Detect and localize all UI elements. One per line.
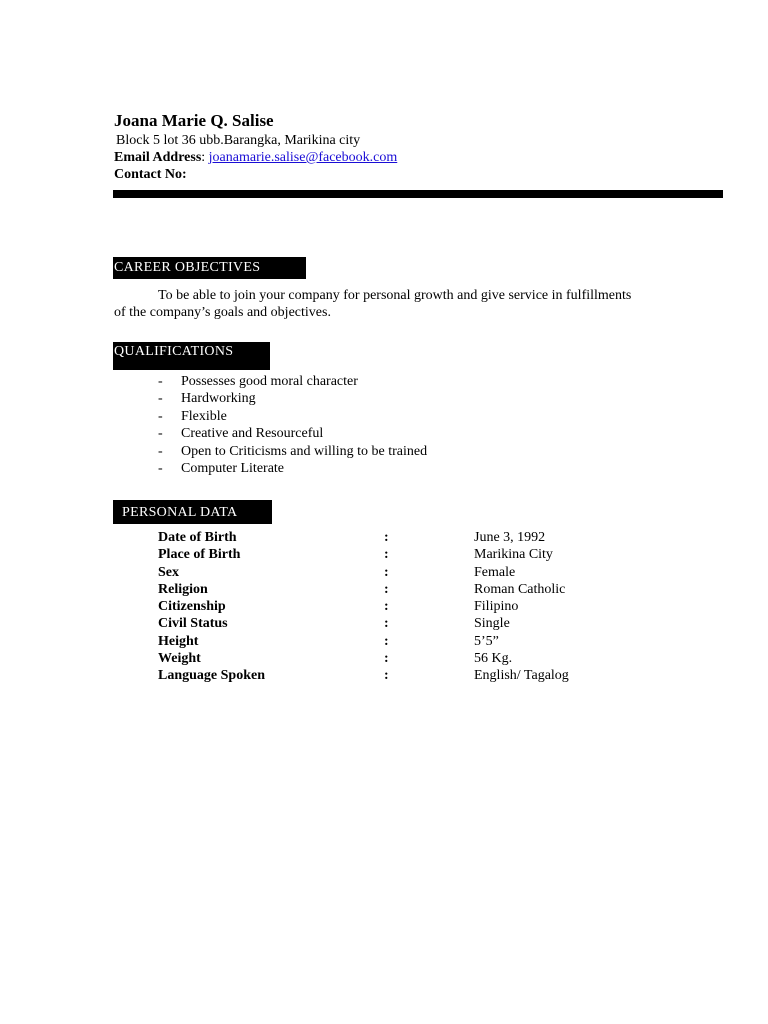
row-value: June 3, 1992 [474,530,546,545]
qualification-text: Hardworking [181,391,256,407]
dash-bullet: - [158,408,163,424]
row-value: Single [474,616,510,632]
row-label: Height [158,633,199,649]
dash-bullet: - [158,374,163,389]
dash-bullet: - [158,460,163,476]
list-item [158,460,427,477]
row-label: Religion [158,581,208,597]
personal-data-table [158,529,718,685]
row-value: Roman Catholic [474,581,566,597]
row-label: Civil Status [158,616,228,632]
dash-bullet: - [158,391,163,407]
table-row [158,650,718,667]
row-label: Sex [158,564,179,580]
qualification-text: Creative and Resourceful [181,426,324,442]
qualification-text: Computer Literate [181,460,285,476]
table-row [158,564,718,581]
career-objective-text [114,287,634,321]
qualification-text: Open to Criticisms and willing to be trained [181,443,428,459]
row-colon: : [384,651,389,667]
table-row [158,633,718,650]
list-item [158,443,427,460]
applicant-name: Joana Marie Q. Salise [114,111,274,130]
list-item [158,390,427,407]
personal-data-header: PERSONAL DATA [113,500,272,524]
email-link[interactable]: joanamarie.salise@facebook.com [208,150,398,165]
list-item [158,425,427,442]
row-value: Female [474,564,516,580]
row-label: Citizenship [158,599,226,615]
list-item [158,408,427,425]
list-item [158,373,427,390]
table-row [158,581,718,598]
row-label: Weight [158,651,201,667]
row-label: Place of Birth [158,547,241,563]
contact-label: Contact No: [114,167,187,182]
applicant-address: Block 5 lot 36 ubb.Barangka, Marikina city [116,133,361,148]
qualification-text: Flexible [181,408,227,424]
row-value: English/ Tagalog [474,668,569,684]
row-colon: : [384,616,389,632]
row-colon: : [384,564,389,580]
table-row [158,546,718,563]
header-divider [113,190,723,198]
table-row [158,598,718,615]
dash-bullet: - [158,426,163,442]
row-label: Date of Birth [158,530,237,545]
table-row [158,529,718,546]
dash-bullet: - [158,443,163,459]
career-objectives-header: CAREER OBJECTIVES [113,257,306,279]
career-objective-body: To be able to join your company for personal growth and give service in fulfillments of the company’s goals and objectives. [114,288,632,320]
table-row [158,615,718,632]
email-label: Email Address [114,150,202,165]
row-colon: : [384,581,389,597]
qualifications-list [158,373,427,477]
row-value: 56 Kg. [474,651,513,667]
qualification-text: Possesses good moral character [181,374,358,389]
row-value: Marikina City [474,547,553,563]
row-colon: : [384,530,389,545]
row-colon: : [384,599,389,615]
email-line: Email Address: joanamarie.salise@facebook.com [114,150,398,165]
qualifications-header: QUALIFICATIONS [113,342,270,370]
row-colon: : [384,633,389,649]
row-value: 5’5” [474,633,499,649]
row-label: Language Spoken [158,668,265,684]
row-colon: : [384,668,389,684]
row-value: Filipino [474,599,519,615]
table-row [158,667,718,684]
row-colon: : [384,547,389,563]
